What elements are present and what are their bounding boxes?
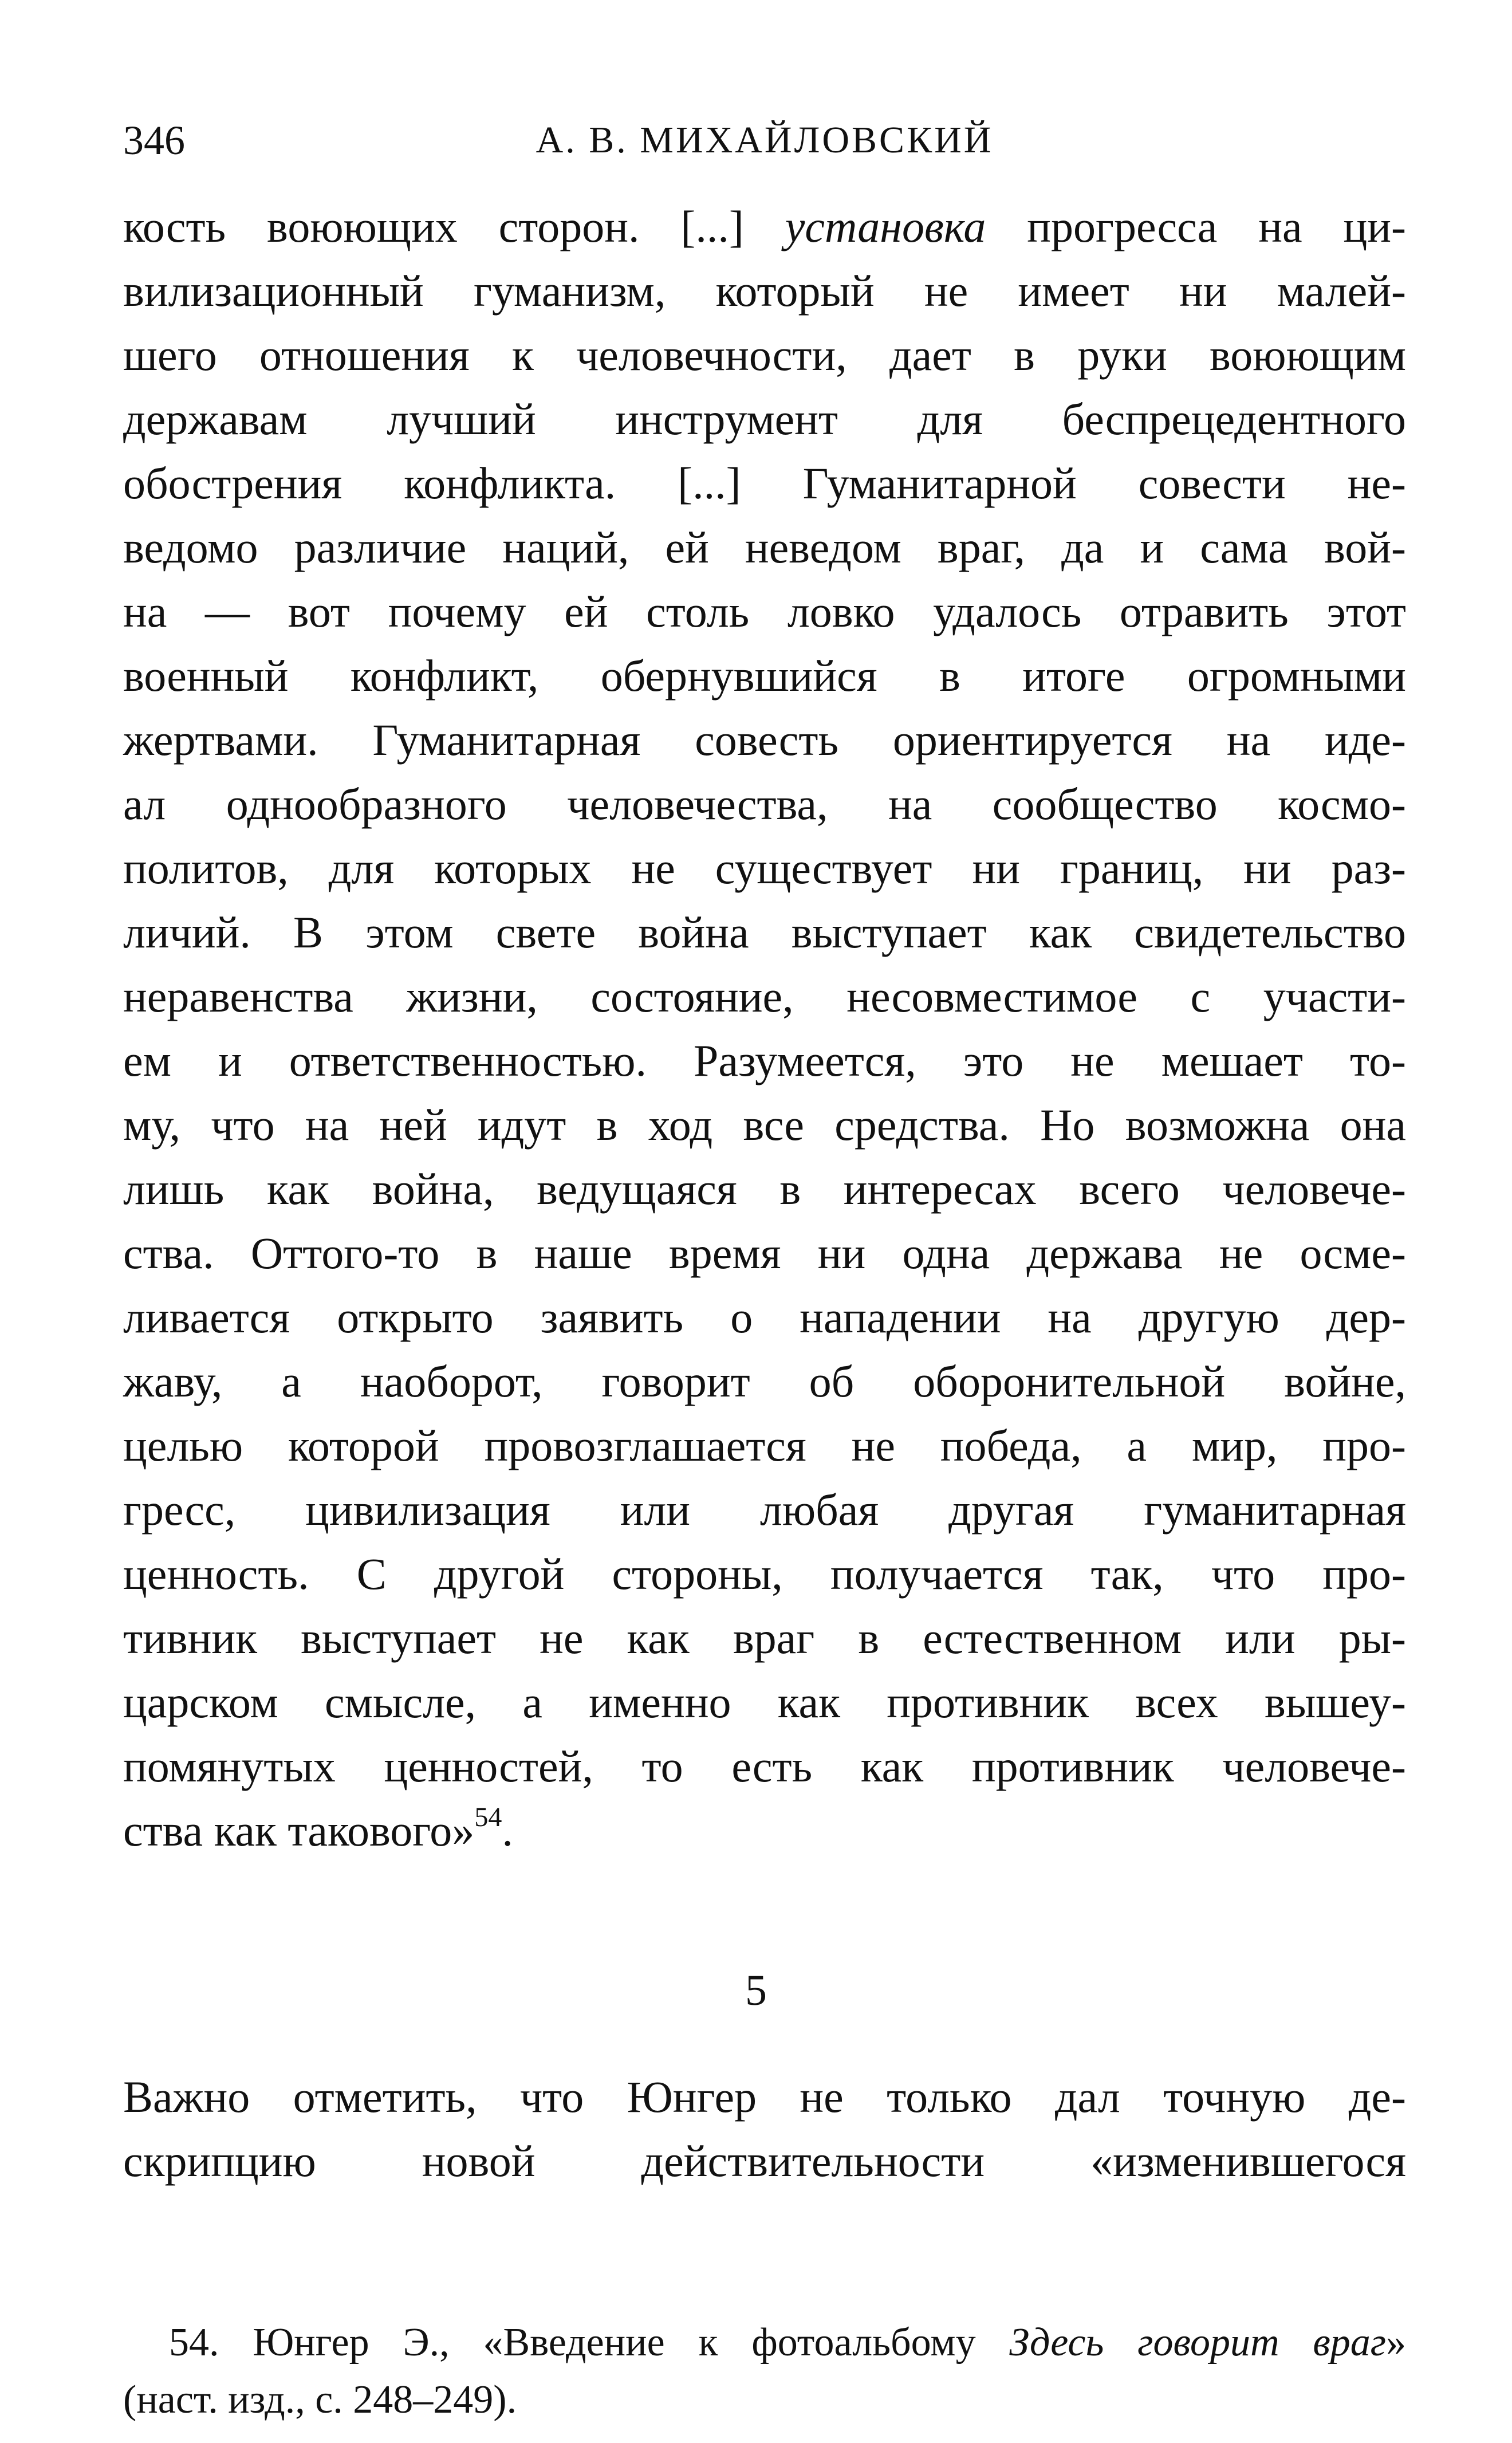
footnote-reference[interactable]: 54 bbox=[474, 1802, 502, 1832]
footnote-number: 54. bbox=[169, 2320, 219, 2365]
text-line: политов, для которых не существует ни границ, ни раз- bbox=[123, 843, 1406, 893]
text-line: жертвами. Гуманитарная совесть ориентируется на иде- bbox=[123, 715, 1406, 765]
text-line: ал однообразного человечества, на сообщество космо- bbox=[123, 779, 1406, 829]
text-line: ства. Оттого-то в наше время ни одна держава не осме- bbox=[123, 1228, 1406, 1278]
text-line: личий. В этом свете война выступает как свидетельство bbox=[123, 907, 1406, 957]
text-line: жаву, а наоборот, говорит об оборонительной войне, bbox=[123, 1356, 1406, 1406]
quotation-text bbox=[123, 195, 1406, 1863]
text-line: лишь как война, ведущаяся в интересах всего человече- bbox=[123, 1164, 1406, 1214]
text-line: целью которой провозглашается не победа, а мир, про- bbox=[123, 1421, 1406, 1470]
text-line: кость воюющих сторон. [...] установка прогресса на ци- bbox=[123, 202, 1406, 251]
text-line: царском смысле, а именно как противник всех вышеу- bbox=[123, 1677, 1406, 1727]
text-line: Важно отметить, что Юнгер не только дал точную де- bbox=[123, 2072, 1406, 2122]
text-line: ведомо различие наций, ей неведом враг, да и сама вой- bbox=[123, 522, 1406, 572]
page-number: 346 bbox=[123, 117, 185, 163]
footnote-title: Здесь говорит враг bbox=[1009, 2320, 1387, 2365]
footnote-source: (наст. изд., с. 248–249). bbox=[123, 2378, 517, 2422]
text-line: шего отношения к человечности, дает в руки воюющим bbox=[123, 330, 1406, 380]
section-number: 5 bbox=[745, 1966, 767, 2015]
text-line: помянутых ценностей, то есть как противник человече- bbox=[123, 1741, 1406, 1791]
emphasis-word: установка bbox=[785, 202, 986, 251]
text-line: державам лучший инструмент для беспрецедентного bbox=[123, 394, 1406, 444]
footnote-54: 54. Юнгер Э., «Введение к фотоальбому Здесь говорит враг» bbox=[169, 2320, 1407, 2365]
running-head-author: А. В. МИХАЙЛОВСКИЙ bbox=[536, 119, 994, 161]
page-header bbox=[123, 106, 1406, 175]
text-line: ем и ответственностью. Разумеется, это не мешает то- bbox=[123, 1036, 1406, 1085]
text-line: обострения конфликта. [...] Гуманитарной совести не- bbox=[123, 458, 1406, 508]
text-line: военный конфликт, обернувшийся в итоге огромными bbox=[123, 651, 1406, 701]
footnote-area bbox=[123, 2314, 1406, 2429]
text-line: ливается открыто заявить о нападении на другую дер- bbox=[123, 1292, 1406, 1342]
text-line: ства как такового»$^{54}$. bbox=[123, 1802, 513, 1855]
text-line: скрипцию новой действительности «изменившегося bbox=[123, 2136, 1406, 2186]
text-line: вилизационный гуманизм, который не имеет ни малей- bbox=[123, 266, 1406, 316]
text-line: му, что на ней идут в ход все средства. Но возможна она bbox=[123, 1100, 1406, 1150]
text-line: неравенства жизни, состояние, несовместимое с участи- bbox=[123, 971, 1406, 1021]
text-line: ценность. С другой стороны, получается так, что про- bbox=[123, 1549, 1406, 1599]
text-line: тивник выступает не как враг в естественном или ры- bbox=[123, 1613, 1406, 1663]
text-line: гресс, цивилизация или любая другая гуманитарная bbox=[123, 1485, 1406, 1535]
text-line: на — вот почему ей столь ловко удалось отравить этот bbox=[123, 587, 1406, 636]
section-text bbox=[123, 2065, 1406, 2193]
